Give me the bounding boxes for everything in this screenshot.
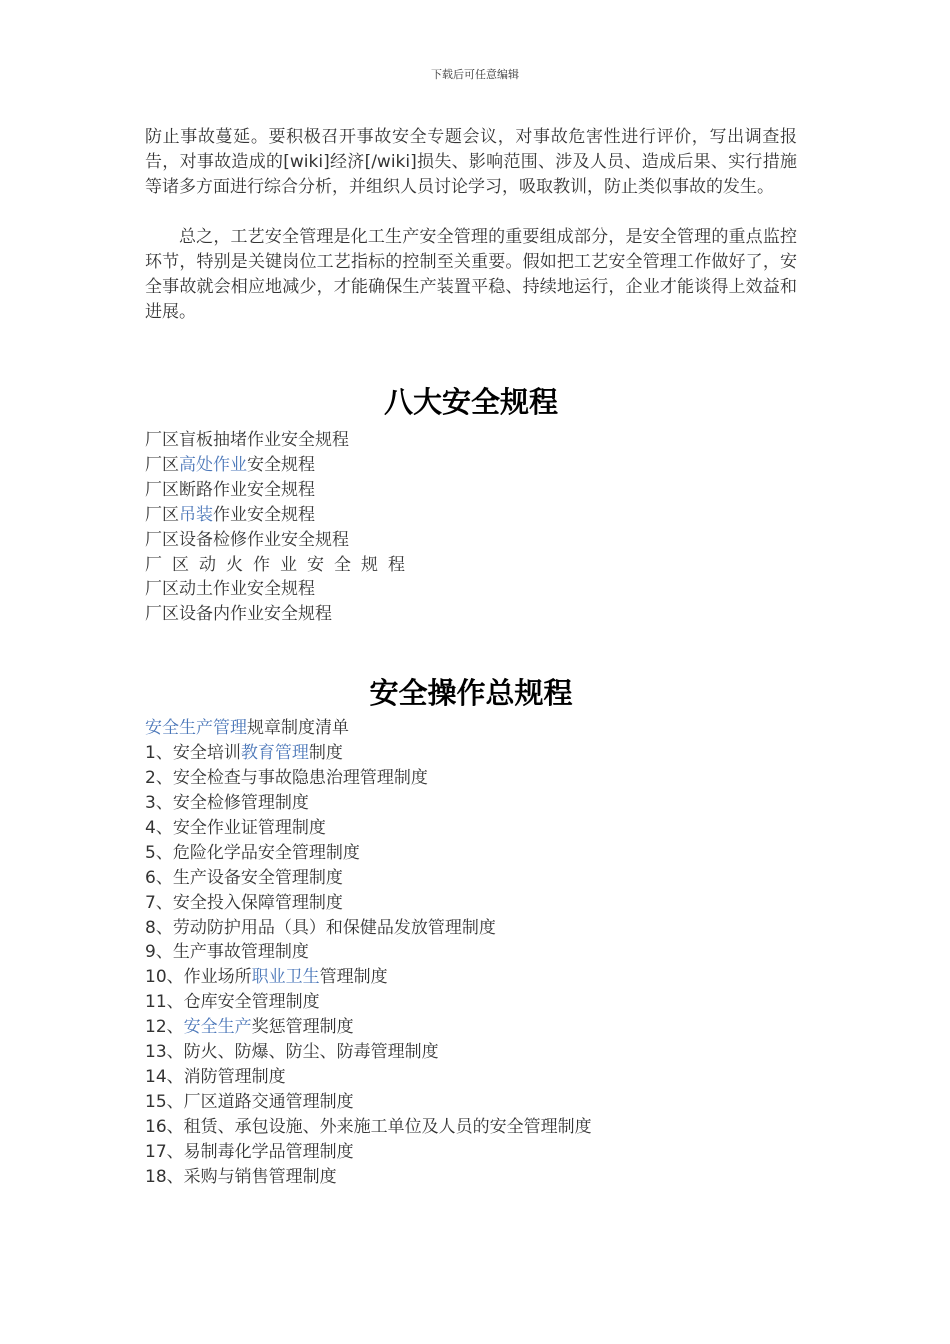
list-item: 厂区高处作业安全规程: [145, 454, 315, 475]
list-item: 9、生产事故管理制度: [145, 942, 309, 963]
list-item: 10、作业场所职业卫生管理制度: [145, 967, 388, 988]
paragraph-summary: 总之，工艺安全管理是化工生产安全管理的重要组成部分，是安全管理的重点监控环节，特别是关键岗位工艺指标的控制至关重要。假如把工艺安全管理工作做好了，安全事故就会相应地减少，才能确保生产装置平稳、持续地运行，企业才能谈得上效益和进展。: [145, 227, 797, 322]
list-item: 3、安全检修管理制度: [145, 792, 309, 813]
list-item: 17、易制毒化学品管理制度: [145, 1141, 354, 1162]
link-hoisting[interactable]: 吊装: [179, 504, 213, 525]
list-item: 厂区吊装作业安全规程: [145, 504, 315, 525]
link-education-management[interactable]: 教育管理: [240, 743, 309, 764]
section-title-eight-rules: 八大安全规程: [383, 385, 558, 419]
list-item: 14、消防管理制度: [145, 1066, 286, 1087]
list-item: 厂区设备内作业安全规程: [145, 604, 332, 625]
list-item: 5、危险化学品安全管理制度: [145, 842, 360, 863]
list-item: 4、安全作业证管理制度: [145, 817, 326, 838]
page-header-note: 下载后可任意编辑: [431, 68, 519, 81]
list-item: 1、安全培训教育管理制度: [145, 743, 343, 764]
list-item: 厂区设备检修作业安全规程: [145, 529, 349, 550]
list-item: 15、厂区道路交通管理制度: [145, 1091, 354, 1112]
list-item: 12、安全生产奖惩管理制度: [145, 1017, 354, 1038]
regulations-list: [145, 716, 797, 1189]
link-occupational-health[interactable]: 职业卫生: [251, 967, 320, 988]
list-item: 7、安全投入保障管理制度: [145, 892, 343, 913]
list-item: 厂区动土作业安全规程: [145, 579, 315, 600]
link-high-altitude-work[interactable]: 高处作业: [179, 454, 247, 475]
list-item: 6、生产设备安全管理制度: [145, 867, 343, 888]
paragraph-accident-handling: 防止事故蔓延。要积极召开事故安全专题会议，对事故危害性进行评价，写出调查报告，对事故造成的[wiki]经济[/wiki]损失、影响范围、涉及人员、造成后果、实行措施等诸多方面进行综合分析，并组织人员讨论学习，吸取教训，防止类似事故的发生。: [145, 127, 797, 197]
section-title-general-rules: 安全操作总规程: [369, 676, 573, 711]
link-safety-production-management[interactable]: 安全生产管理: [145, 718, 247, 739]
list-item: 18、采购与销售管理制度: [145, 1166, 337, 1187]
link-safety-production[interactable]: 安全生产: [183, 1017, 252, 1038]
list-item: 8、劳动防护用品（具）和保健品发放管理制度: [145, 917, 496, 938]
list-item: 16、租赁、承包设施、外来施工单位及人员的安全管理制度: [145, 1116, 592, 1137]
eight-rules-list: [145, 428, 797, 627]
list-item: 厂区断路作业安全规程: [145, 479, 315, 500]
list-intro: 安全生产管理规章制度清单: [145, 718, 349, 739]
document-body: [145, 125, 797, 1189]
list-item: 厂区动火作业安全规程: [145, 554, 415, 575]
list-item: 2、安全检查与事故隐患治理管理制度: [145, 768, 428, 789]
list-item: 11、仓库安全管理制度: [145, 992, 320, 1013]
list-item: 13、防火、防爆、防尘、防毒管理制度: [145, 1042, 439, 1063]
list-item: 厂区盲板抽堵作业安全规程: [145, 430, 349, 450]
